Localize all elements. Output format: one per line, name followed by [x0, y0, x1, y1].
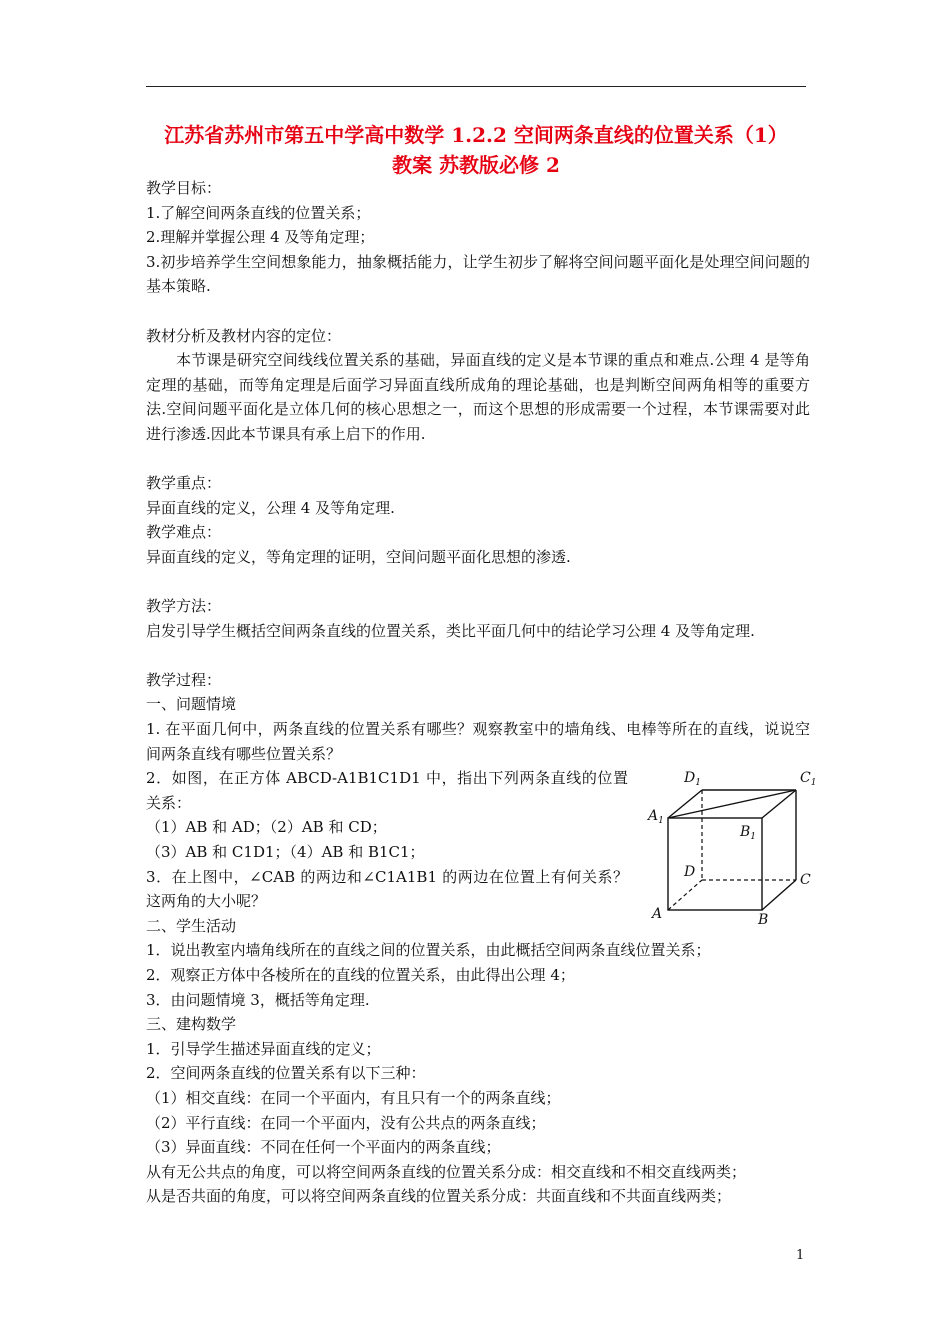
objective-item: 2.理解并掌握公理 4 及等角定理；	[146, 228, 375, 247]
construct-item: 从有无公共点的角度，可以将空间两条直线的位置关系分成：相交直线和不相交直线两类；	[146, 1162, 747, 1181]
analysis-body: 本节课是研究空间线线位置关系的基础，异面直线的定义是本节课的重点和难点.公理 4 是等角定理的基础，而等角定理是后面学习异面直线所成角的理论基础，也是判断空间两角相等的重要方法.空间问题平面化是立体几何的核心思想之一，而这个思想的形成需要一个过程，本节课需要对此进行渗透.因此本节课具有承上启下的作用.	[146, 351, 810, 443]
document-body	[146, 176, 810, 1209]
difficulties-heading: 教学难点：	[146, 523, 222, 542]
activity-item: 3．由问题情境 3，概括等角定理.	[146, 990, 370, 1009]
method-heading: 教学方法：	[146, 597, 222, 616]
question-2-b: （3）AB 和 C1D1；（4）AB 和 B1C1；	[146, 843, 425, 862]
key-points-heading: 教学重点：	[146, 474, 222, 493]
difficulties-body: 异面直线的定义，等角定理的证明，空间问题平面化思想的渗透.	[146, 547, 571, 566]
key-points-body: 异面直线的定义，公理 4 及等角定理.	[146, 498, 395, 517]
section-1-heading: 一、问题情境	[146, 695, 237, 714]
construct-item: （1）相交直线：在同一个平面内，有且只有一个的两条直线；	[146, 1088, 561, 1107]
analysis-heading: 教材分析及教材内容的定位：	[146, 326, 342, 345]
section-3-heading: 三、建构数学	[146, 1015, 237, 1034]
label-A1: $A_1$	[648, 808, 664, 826]
construct-item: （3）异面直线：不同在任何一个平面内的两条直线；	[146, 1138, 501, 1157]
label-B: B	[758, 912, 769, 928]
method-body: 启发引导学生概括空间两条直线的位置关系，类比平面几何中的结论学习公理 4 及等角定理.	[146, 621, 755, 640]
activity-item: 2．观察正方体中各棱所在的直线的位置关系，由此得出公理 4；	[146, 966, 575, 984]
objective-item: 3.初步培养学生空间想象能力，抽象概括能力，让学生初步了解将空间问题平面化是处理空间问题的基本策略.	[146, 252, 810, 296]
document-title	[140, 120, 812, 180]
label-A: A	[652, 906, 663, 922]
construct-item: 从是否共面的角度，可以将空间两条直线的位置关系分成：共面直线和不共面直线两类；	[146, 1187, 732, 1206]
title-line-1: 江苏省苏州市第五中学高中数学 1.2.2 空间两条直线的位置关系（1）	[164, 123, 788, 147]
question-2-a: （1）AB 和 AD；（2）AB 和 CD；	[146, 818, 387, 837]
label-C1: $C_1$	[800, 770, 817, 788]
title-line-2: 教案 苏教版必修 2	[392, 153, 560, 177]
objective-item: 1.了解空间两条直线的位置关系；	[146, 203, 371, 222]
question-2: 2．如图，在正方体 ABCD-A1B1C1D1 中，指出下列两条直线的位置关系：	[146, 769, 628, 812]
construct-item: （2）平行直线：在同一个平面内，没有公共点的两条直线；	[146, 1113, 546, 1132]
objectives-heading: 教学目标：	[146, 179, 222, 197]
label-D1: $D_1$	[684, 770, 701, 788]
label-B1: $B_1$	[740, 824, 757, 842]
section-2-heading: 二、学生活动	[146, 916, 237, 935]
header-rule	[146, 86, 806, 87]
page-number: 1	[796, 1248, 805, 1263]
activity-item: 1．说出教室内墙角线所在的直线之间的位置关系，由此概括空间两条直线位置关系；	[146, 941, 711, 960]
cube-figure	[644, 764, 824, 932]
label-D: D	[684, 864, 696, 880]
label-C: C	[800, 872, 811, 888]
construct-item: 2．空间两条直线的位置关系有以下三种：	[146, 1064, 426, 1083]
construct-item: 1．引导学生描述异面直线的定义；	[146, 1039, 381, 1058]
process-heading: 教学过程：	[146, 670, 222, 689]
question-1: 1. 在平面几何中，两条直线的位置关系有哪些？观察教室中的墙角线、电棒等所在的直线，说说空间两条直线有哪些位置关系？	[146, 720, 810, 763]
question-3: 3．在上图中，∠CAB 的两边和∠C1A1B1 的两边在位置上有何关系？这两角的大小呢？	[146, 867, 628, 911]
